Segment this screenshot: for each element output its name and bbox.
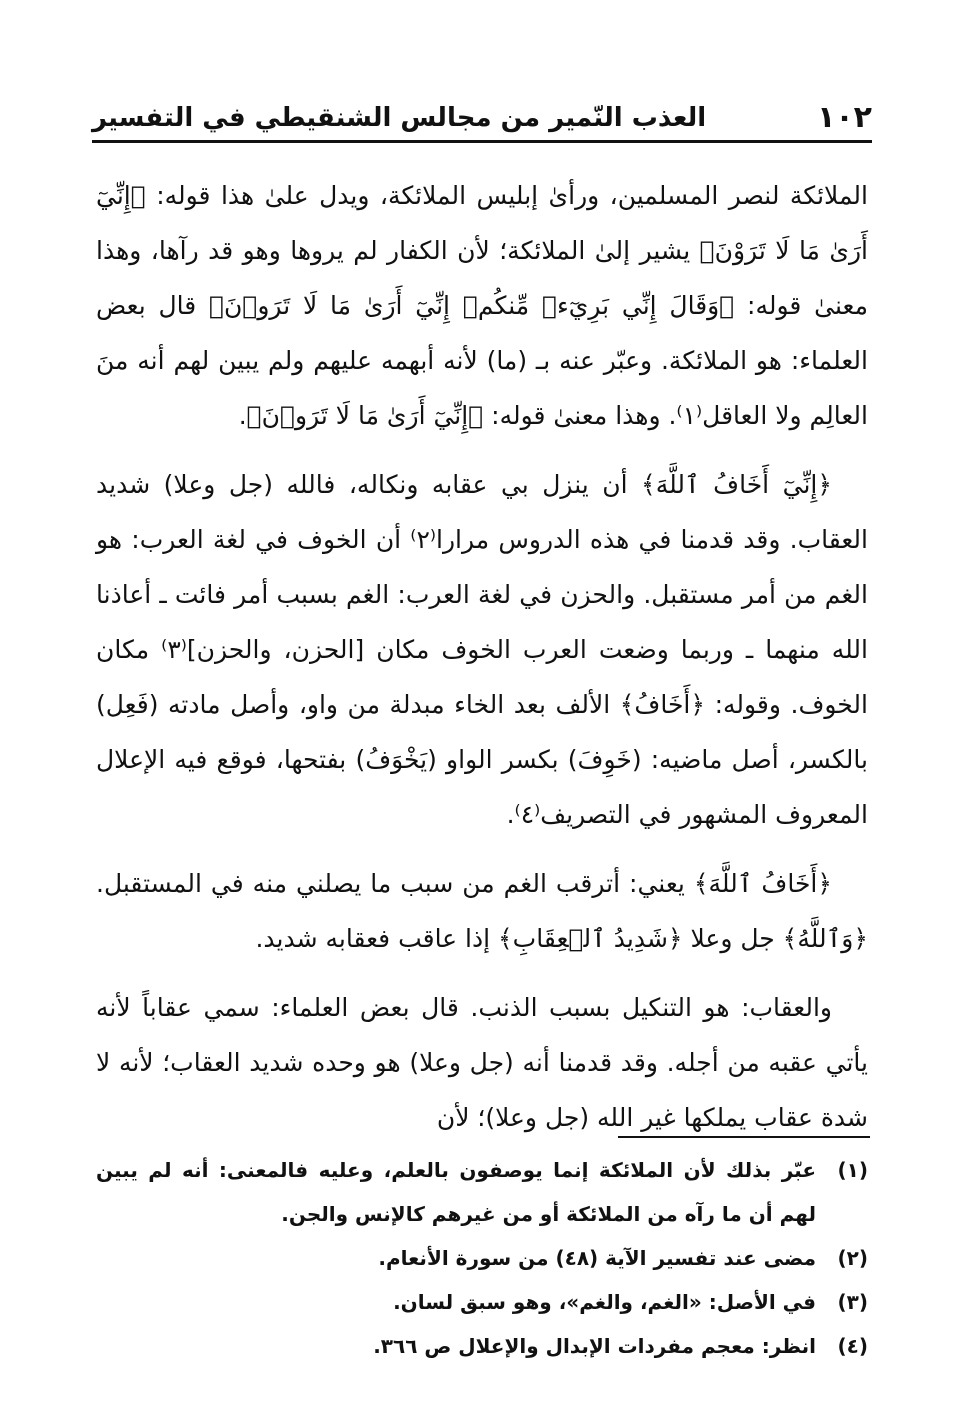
running-title: العذب النّمير من مجالس الشنقيطي في التفسير <box>92 103 707 133</box>
page-header <box>92 96 872 136</box>
paragraph-3: ﴿أَخَافُ ٱللَّهَ﴾ يعني: أترقب الغم من سبب ما يصلني منه في المستقبل. ﴿وَٱللَّهُ﴾ جل وعلا ﴿شَدِيدُ ٱلۡعِقَابِ﴾ إذا عاقب فعقابه شديد. <box>96 869 868 953</box>
footnote-item <box>96 1236 868 1280</box>
footnote-text: عبّر بذلك لأن الملائكة إنما يوصفون بالعلم، وعليه فالمعنى: أنه لم يبين لهم أن ما رآه من الملائكة أو من غيرهم كالإنس والجن. <box>96 1158 816 1226</box>
paragraph-1: الملائكة لنصر المسلمين، ورأىٰ إبليس الملائكة، ويدل علىٰ هذا قوله: ﴿إِنِّيٓ أَرَىٰ مَا لَا تَرَوْنَ﴾ يشير إلىٰ الملائكة؛ لأن الكفار لم يروها وهو قد رآها، وهذا معنىٰ قوله: ﴿وَقَالَ إِنِّي بَرِيٓءٞ مِّنكُمۡ إِنِّيٓ أَرَىٰ مَا لَا تَرَوۡنَ﴾ قال بعض العلماء: هو الملائكة. وعبّر عنه بـ (ما) لأنه أبهمه عليهم ولم يبين لهم أنه منَ العالِم ولا العاقل⁽١⁾. وهذا معنىٰ قوله: ﴿إِنِّيٓ أَرَىٰ مَا لَا تَرَوۡنَ﴾. <box>96 181 868 430</box>
paragraph-2: ﴿إِنِّيٓ أَخَافُ ٱللَّهَ﴾ أن ينزل بي عقابه ونكاله، فالله (جل وعلا) شديد العقاب. وقد قدمنا في هذه الدروس مرارا⁽٢⁾ أن الخوف في لغة العرب: هو الغم من أمر مستقبل. والحزن في لغة العرب: الغم بسبب أمر فائت ـ أعاذنا الله منهما ـ وربما وضعت العرب الخوف مكان [الحزن، والحزن]⁽٣⁾ مكان الخوف. وقوله: ﴿أَخَافُ﴾ الألف بعد الخاء مبدلة من واو، وأصل مادته (فَعِل) بالكسر، أصل ماضيه: (خَوِفَ) بكسر الواو (يَخْوَفُ) بفتحها، فوقع فيه الإعلال المعروف المشهور في التصريف⁽٤⁾. <box>96 470 868 829</box>
page-number: ١٠٢ <box>817 100 872 135</box>
header-divider <box>92 140 872 143</box>
footnote-number: (٢) <box>837 1246 868 1270</box>
footnote-text: انظر: معجم مفردات الإبدال والإعلال ص ٣٦٦. <box>373 1334 816 1358</box>
footnote-divider <box>618 1136 870 1138</box>
footnote-text: في الأصل: «الغم، والغم»، وهو سبق لسان. <box>393 1290 816 1314</box>
paragraph-4: والعقاب: هو التنكيل بسبب الذنب. قال بعض العلماء: سمي عقاباً لأنه يأتي عقبه من أجله. وقد قدمنا أنه (جل وعلا) هو وحده شديد العقاب؛ لأنه لا شدة عقاب يملكها غير الله (جل وعلا)؛ لأن <box>96 993 868 1132</box>
footnote-number: (١) <box>837 1158 868 1182</box>
footnote-text: مضى عند تفسير الآية (٤٨) من سورة الأنعام. <box>378 1246 816 1270</box>
footnote-number: (٣) <box>837 1290 868 1314</box>
main-text <box>96 168 868 1145</box>
footnotes <box>96 1148 868 1368</box>
footnote-item <box>96 1148 868 1236</box>
footnote-number: (٤) <box>837 1334 868 1358</box>
footnote-item <box>96 1280 868 1324</box>
footnote-item <box>96 1324 868 1368</box>
